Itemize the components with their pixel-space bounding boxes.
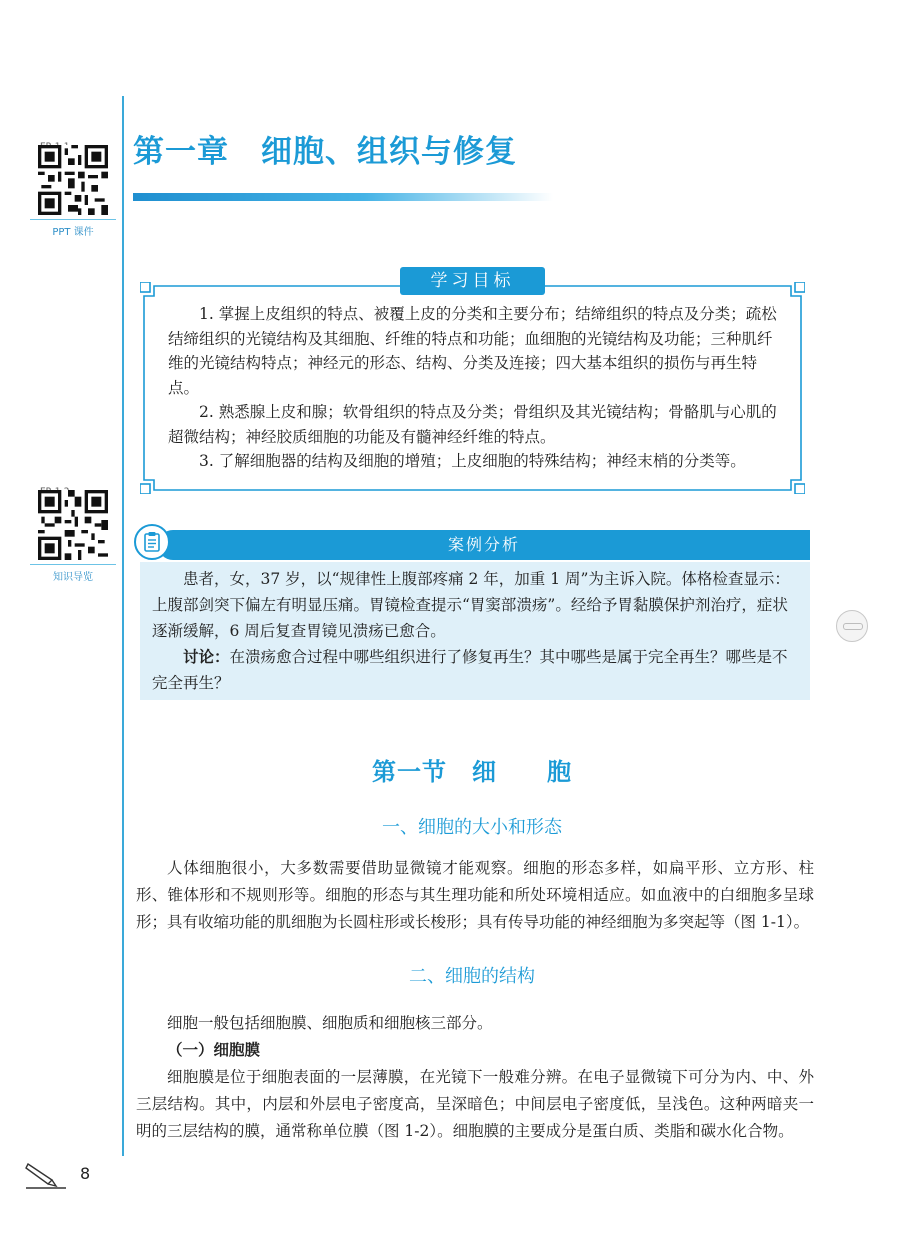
objectives-title: 学习目标 bbox=[400, 267, 545, 295]
subsection-title: 二、细胞的结构 bbox=[409, 966, 535, 987]
case-header bbox=[158, 530, 810, 560]
learning-objectives-box bbox=[140, 271, 805, 494]
case-paragraph: 患者，女，37 岁，以“规律性上腹部疼痛 2 年，加重 1 周”为主诉入院。体格检查显示：上腹部剑突下偏左有明显压痛。胃镜检查提示“胃窦部溃疡”。经给予胃黏膜保护剂治疗，症状逐渐缓解，6 周后复查胃镜见溃疡已愈合。 bbox=[152, 570, 790, 640]
subsection-title: 一、细胞的大小和形态 bbox=[382, 817, 562, 838]
paragraph: 人体细胞很小，大多数需要借助显微镜才能观察。细胞的形态多样，如扁平形、立方形、柱形、锥体形和不规则形等。细胞的形态与其生理功能和所处环境相适应。如血液中的白细胞多呈球形；具有收缩功能的肌细胞为长圆柱形或长梭形；具有传导功能的神经细胞为多突起等（图 1-1）。 bbox=[136, 859, 814, 931]
case-analysis-box bbox=[140, 528, 810, 700]
objective-item: 2. 熟悉腺上皮和腺；软骨组织的特点及分类；骨组织及其光镜结构；骨骼肌与心肌的超微结构；神经胶质细胞的功能及有髓神经纤维的特点。 bbox=[168, 403, 777, 446]
chapter-title-bar bbox=[133, 193, 553, 201]
chapter-title: 第一章 细胞、组织与修复 bbox=[133, 134, 517, 170]
qr-code-icon[interactable] bbox=[38, 145, 108, 215]
pen-icon bbox=[24, 1160, 68, 1190]
margin-rule bbox=[122, 96, 124, 1156]
paragraph: 细胞膜是位于细胞表面的一层薄膜，在光镜下一般难分辨。在电子显微镜下可分为内、中、外三层结构。其中，内层和外层电子密度高，呈深暗色；中间层电子密度低，呈浅色。这种两暗夹一明的三层结构的膜，通常称单位膜（图 1-2）。细胞膜的主要成分是蛋白质、类脂和碳水化合物。 bbox=[136, 1068, 814, 1140]
paragraph: 细胞一般包括细胞膜、细胞质和细胞核三部分。 bbox=[167, 1014, 493, 1032]
discussion-label: 讨论： bbox=[183, 648, 230, 666]
section-title: 第一节 细 胞 bbox=[372, 758, 572, 786]
objective-item: 1. 掌握上皮组织的特点、被覆上皮的分类和主要分布；结缔组织的特点及分类；疏松结缔组织的光镜结构及其细胞、纤维的特点和功能；血细胞的光镜结构及功能；三种肌纤维的光镜结构特点；神经元的形态、结构、分类及连接；四大基本组织的损伤与再生特点。 bbox=[168, 305, 777, 397]
objective-item: 3. 了解细胞器的结构及细胞的增殖；上皮细胞的特殊结构；神经末梢的分类等。 bbox=[199, 452, 746, 470]
qr-caption: PPT 课件 bbox=[30, 219, 116, 238]
qr-code-icon[interactable] bbox=[38, 490, 108, 560]
case-title: 案例分析 bbox=[447, 535, 520, 554]
page-number: 8 bbox=[80, 1164, 91, 1183]
objectives-list bbox=[168, 302, 778, 474]
qr-caption: 知识导览 bbox=[30, 564, 116, 583]
case-discussion bbox=[152, 644, 802, 696]
body-paragraph bbox=[136, 855, 814, 936]
edge-seal-icon bbox=[836, 610, 868, 642]
clipboard-icon bbox=[134, 524, 170, 560]
case-body bbox=[140, 562, 810, 700]
discussion-text: 在溃疡愈合过程中哪些组织进行了修复再生？其中哪些是属于完全再生？哪些是不完全再生？ bbox=[152, 648, 788, 692]
body-paragraph bbox=[136, 1010, 814, 1145]
sub-heading: （一）细胞膜 bbox=[167, 1041, 261, 1059]
